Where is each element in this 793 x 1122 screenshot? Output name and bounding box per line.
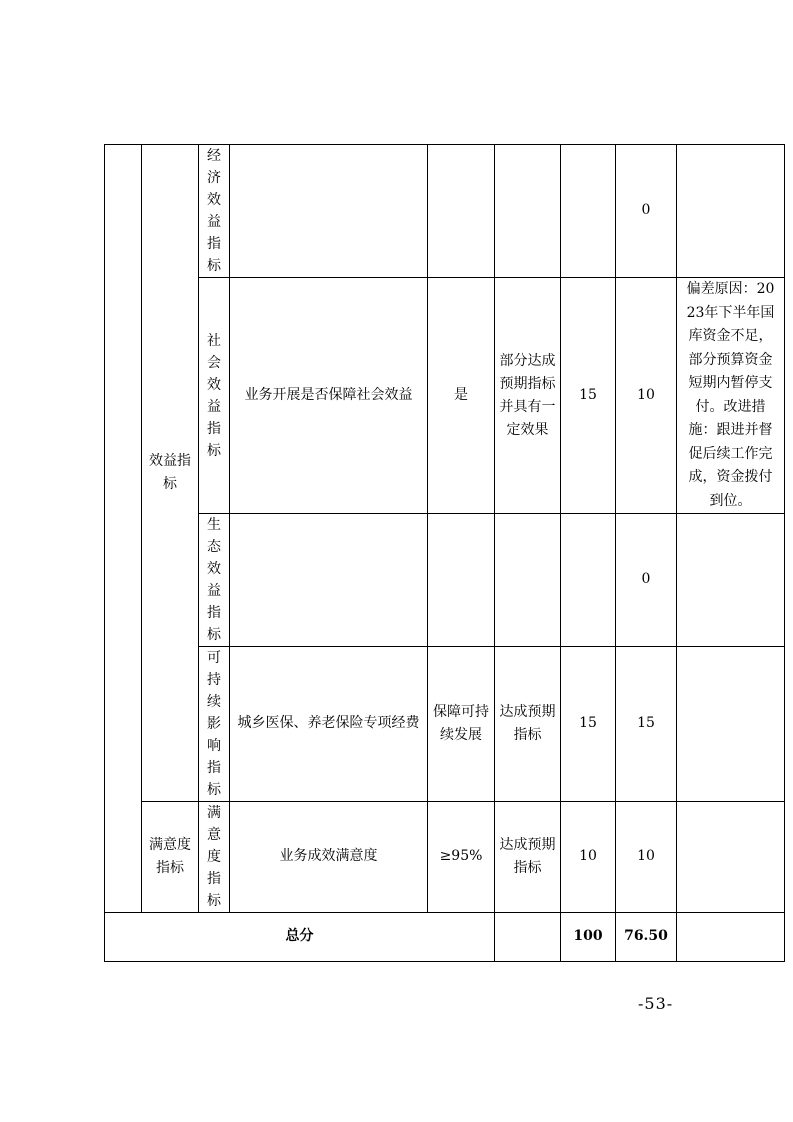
table-row-ecological <box>105 514 785 647</box>
target-cell: 是 <box>428 278 495 514</box>
score-cell: 10 <box>616 802 677 913</box>
level1-cell <box>105 145 142 913</box>
actual-cell <box>495 145 561 278</box>
actual-text: 达成预期指标 <box>499 704 556 743</box>
total-empty-cell <box>495 913 561 962</box>
total-note-cell <box>677 913 785 962</box>
indicator-cell <box>230 145 428 278</box>
score-cell: 10 <box>616 278 677 514</box>
score-cell: 0 <box>616 514 677 647</box>
target-cell <box>428 514 495 647</box>
level3-cell <box>199 802 230 913</box>
level3-cell <box>199 278 230 514</box>
performance-score-table <box>104 144 785 962</box>
level3-cell <box>199 514 230 647</box>
target-cell: ≥95% <box>428 802 495 913</box>
weight-cell: 15 <box>561 278 616 514</box>
level2-label-satisfaction: 满意度指标 <box>149 837 191 876</box>
level3-label: 可持续影响指标 <box>207 650 221 798</box>
level3-label: 满意度指标 <box>207 805 221 909</box>
level3-label: 社会效益指标 <box>207 332 221 459</box>
total-score: 76.50 <box>616 913 677 962</box>
score-cell: 15 <box>616 647 677 802</box>
table-row-satisfaction <box>105 802 785 913</box>
note-cell <box>677 802 785 913</box>
table-row-sustainable <box>105 647 785 802</box>
indicator-cell <box>230 514 428 647</box>
target-text: 保障可持续发展 <box>433 704 489 743</box>
weight-cell <box>561 514 616 647</box>
actual-cell <box>495 278 561 514</box>
table-row-total <box>105 913 785 962</box>
level3-cell <box>199 145 230 278</box>
note-cell <box>677 278 785 514</box>
indicator-cell: 业务开展是否保障社会效益 <box>230 278 428 514</box>
indicator-cell: 业务成效满意度 <box>230 802 428 913</box>
actual-cell <box>495 647 561 802</box>
total-label: 总分 <box>105 913 495 962</box>
weight-cell: 10 <box>561 802 616 913</box>
level3-label: 生态效益指标 <box>207 517 221 643</box>
indicator-cell: 城乡医保、养老保险专项经费 <box>230 647 428 802</box>
level3-cell <box>199 647 230 802</box>
level2-cell-benefit <box>142 145 199 802</box>
target-cell <box>428 647 495 802</box>
actual-text: 部分达成预期指标并具有一定效果 <box>499 352 556 438</box>
actual-cell <box>495 802 561 913</box>
actual-text: 达成预期指标 <box>499 837 556 876</box>
note-cell <box>677 145 785 278</box>
weight-cell: 15 <box>561 647 616 802</box>
deviation-note: 偏差原因：2023年下半年国库资金不足，部分预算资金短期内暂停支付。改进措施：跟进并督促后续工作完成，资金拨付到位。 <box>686 281 775 509</box>
note-cell <box>677 514 785 647</box>
score-cell: 0 <box>616 145 677 278</box>
level2-label-benefit: 效益指标 <box>149 453 191 492</box>
table-row-social <box>105 278 785 514</box>
table-row-economic <box>105 145 785 278</box>
target-cell <box>428 145 495 278</box>
weight-cell <box>561 145 616 278</box>
page-number: -53- <box>638 994 674 1013</box>
total-weight: 100 <box>561 913 616 962</box>
note-cell <box>677 647 785 802</box>
actual-cell <box>495 514 561 647</box>
level3-label: 经济效益指标 <box>207 148 221 274</box>
level2-cell-satisfaction <box>142 802 199 913</box>
